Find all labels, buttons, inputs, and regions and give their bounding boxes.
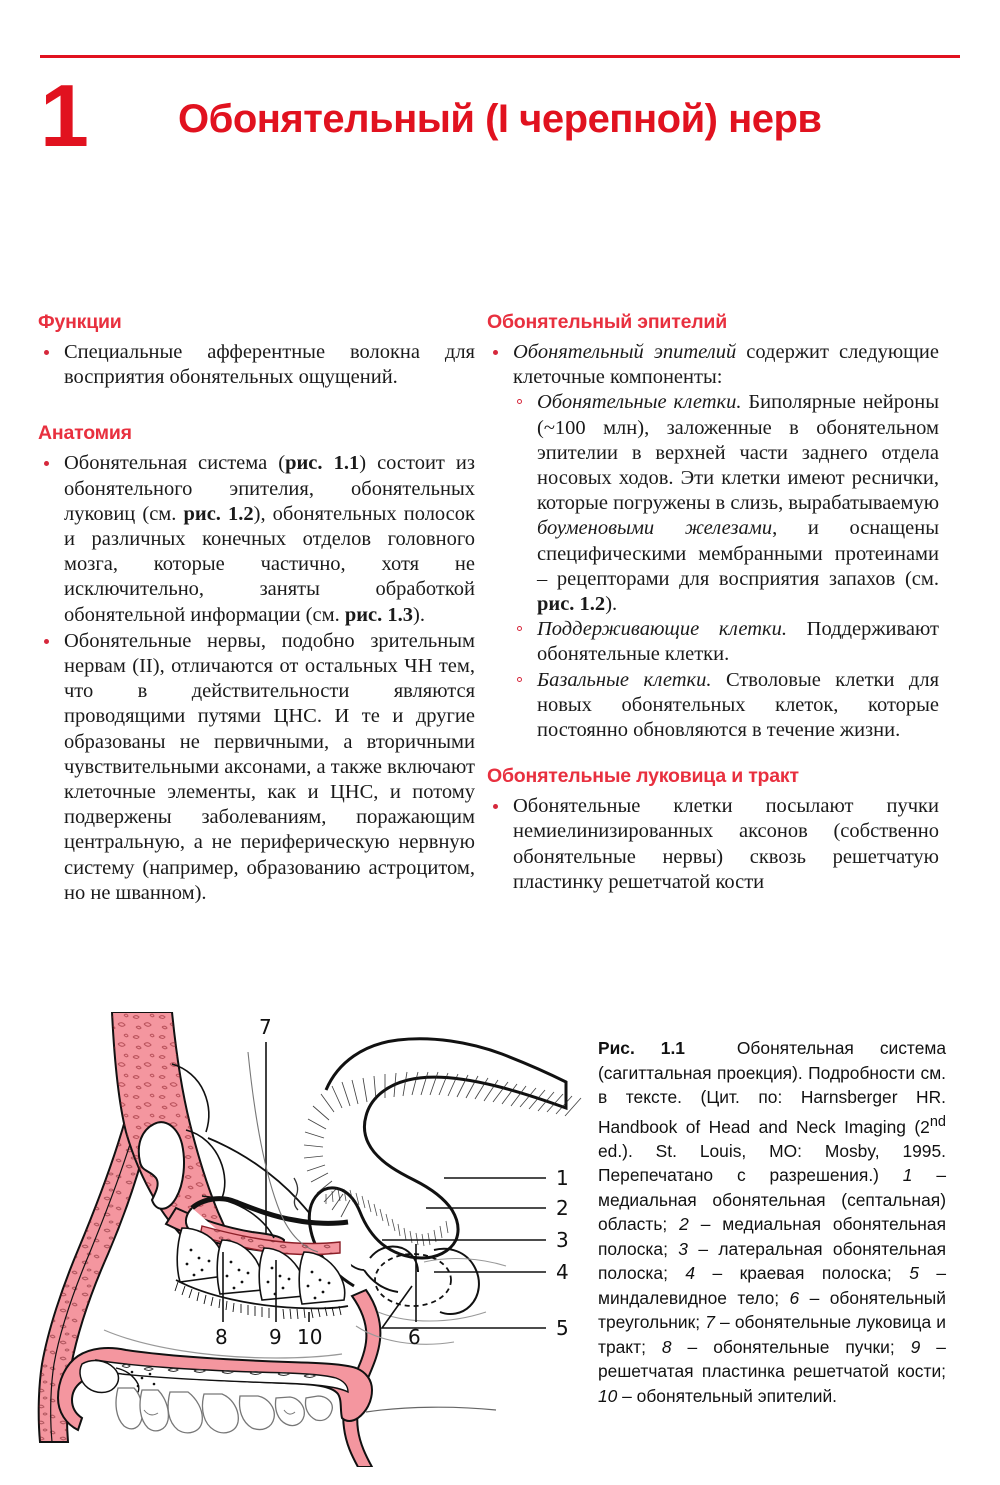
legend-number-9: 9: [910, 1336, 921, 1357]
anatomy-diagram: [26, 1012, 586, 1467]
diagram-number-labels-right: [556, 1166, 569, 1340]
subitem-text3: ).: [605, 593, 618, 616]
figure-caption: [598, 1036, 946, 1408]
legend-text-7: – обонятельные луковица и тракт;: [598, 1312, 947, 1357]
list-item: [487, 340, 939, 743]
list-item: [38, 451, 475, 627]
section-heading-anatomy: Анатомия: [38, 422, 132, 445]
functions-list: [38, 340, 475, 390]
diagram-label-4: 4: [556, 1260, 569, 1284]
legend-number-8: 8: [661, 1336, 672, 1357]
legend-text-3: – латеральная обонятельная полоска;: [598, 1238, 946, 1284]
figure-caption-text: Обонятельная система (сагиттальная проекция). Подробности см. в тексте. (Цит. по: Harnsberger HR. Handbook of Head and Neck Imaging (2: [598, 1038, 946, 1137]
diagram-label-10: 10: [297, 1325, 323, 1349]
legend-number-6: 6: [789, 1287, 800, 1308]
list-item: [513, 617, 939, 667]
anatomy-list: [38, 451, 475, 906]
diagram-label-8: 8: [215, 1325, 228, 1349]
legend-text-9: – решетчатая пластинка решетчатой кости;: [598, 1336, 946, 1382]
lead-term: Обонятельный эпителий: [513, 341, 737, 363]
subitem-text: Стволовые клетки для новых обонятельных клеток, которые постоянно обновляются в течение жизни.: [537, 668, 939, 742]
subitem-text: Поддерживают обонятельные клетки.: [537, 618, 939, 666]
amygdala-outline: [375, 1254, 451, 1306]
list-item-text-a: Обонятельная система (рис. 1.1) состоит из обонятельного эпителия, обонятельных луковиц (см. рис. 1.2), обонятельных полосок и различных конечных отделов головного мозга, которые частично, хотя не исключительно, заняты обработкой обонятельной информации (см. рис. 1.3).: [64, 452, 475, 626]
spacer: [487, 744, 939, 764]
subitem-term: Поддерживающие клетки.: [537, 618, 787, 641]
figure-caption-text2: ed.). St. Louis, MO: Mosby, 1995. Перепечатано с разрешения.): [598, 1140, 946, 1186]
epithelium-sublist: [513, 390, 939, 743]
right-column: [487, 310, 939, 896]
list-item: Обонятельные нервы, подобно зрительным нервам (II), отличаются от остальных ЧН тем, что в действительности являются проводящими путями ЦНС. И те и другие образованы не первичными, а вторичными чувствительными аксонами, а также включают клеточные элементы, как и ЦНС, и потому подвержены заболеваниям, поражающим центральную, а не периферическую нервную систему (например, образованию астроцитом, но не шванном).: [38, 629, 475, 906]
legend-text-6: – обонятельный треугольник;: [598, 1287, 946, 1333]
legend-text-4: – краевая полоска;: [695, 1263, 910, 1284]
figure-reference: рис. 1.2: [537, 593, 606, 616]
legend-text-2: – медиальная обонятельная полоска;: [598, 1214, 946, 1259]
section-heading-epithelium: Обонятельный эпителий: [487, 311, 727, 333]
legend-number-3: 3: [678, 1238, 688, 1259]
list-item: Обонятельные клетки посылают пучки немиелинизированных аксонов (собственно обонятельные нервы) сквозь решетчатую пластинку решетчатой кости: [487, 794, 939, 895]
diagram-label-2: 2: [556, 1196, 569, 1220]
list-item: Специальные афферентные волокна для восприятия обонятельных ощущений.: [38, 340, 475, 390]
figure-olfactory-system: [26, 1012, 586, 1467]
legend-text-8: – обонятельные пучки;: [671, 1336, 911, 1357]
legend-number-7: 7: [705, 1312, 715, 1333]
diagram-label-9: 9: [269, 1325, 282, 1349]
legend-number-2: 2: [679, 1214, 689, 1235]
left-column: [38, 310, 475, 907]
chapter-number: 1: [40, 66, 87, 165]
section-heading-bulb-tract: Обонятельные луковица и тракт: [487, 765, 799, 788]
subitem-text: Биполярные нейроны (~100 млн), заложенные в обонятельном эпителии в верхней части заднего отдела носовых ходов. Эти клетки имеют реснички, которые погружены в слизь, вырабатываемую: [537, 391, 940, 515]
diagram-label-1: 1: [556, 1166, 569, 1190]
subitem-term: Базальные клетки.: [537, 668, 712, 691]
legend-text-5: – миндалевидное тело;: [598, 1263, 946, 1308]
header-rule: [40, 55, 960, 58]
diagram-label-7: 7: [259, 1015, 272, 1039]
list-item: [513, 668, 939, 744]
legend-number-1: 1: [902, 1165, 913, 1186]
legend-number-4: 4: [685, 1263, 696, 1284]
figure-caption-superscript: nd: [929, 1113, 946, 1130]
diagram-label-6: 6: [408, 1325, 421, 1349]
legend-number-10: 10: [598, 1385, 618, 1406]
bulb-tract-list: [487, 794, 939, 895]
page-title: Обонятельный (I черепной) нерв: [178, 97, 822, 141]
subitem-text2: , и оснащены специфическими мембранными протеинами – рецепторами для восприятия запахов (см.: [537, 517, 940, 590]
figure-caption-label: Рис. 1.1: [598, 1038, 685, 1058]
diagram-label-3: 3: [556, 1228, 569, 1252]
spacer: [38, 391, 475, 421]
epithelium-list: [487, 340, 939, 743]
legend-text-10: – обонятельный эпителий.: [617, 1385, 838, 1406]
section-heading-functions: Функции: [38, 311, 122, 333]
legend-text-1: – медиальная обонятельная (септальная) область;: [598, 1165, 946, 1235]
subitem-term2: боуменовыми железами: [537, 517, 773, 540]
lead-rest: содержит следующие клеточные компоненты:: [513, 341, 939, 389]
list-item: [513, 390, 939, 617]
legend-number-5: 5: [909, 1263, 919, 1284]
subitem-term: Обонятельные клетки.: [537, 391, 742, 414]
diagram-label-5: 5: [556, 1316, 569, 1340]
